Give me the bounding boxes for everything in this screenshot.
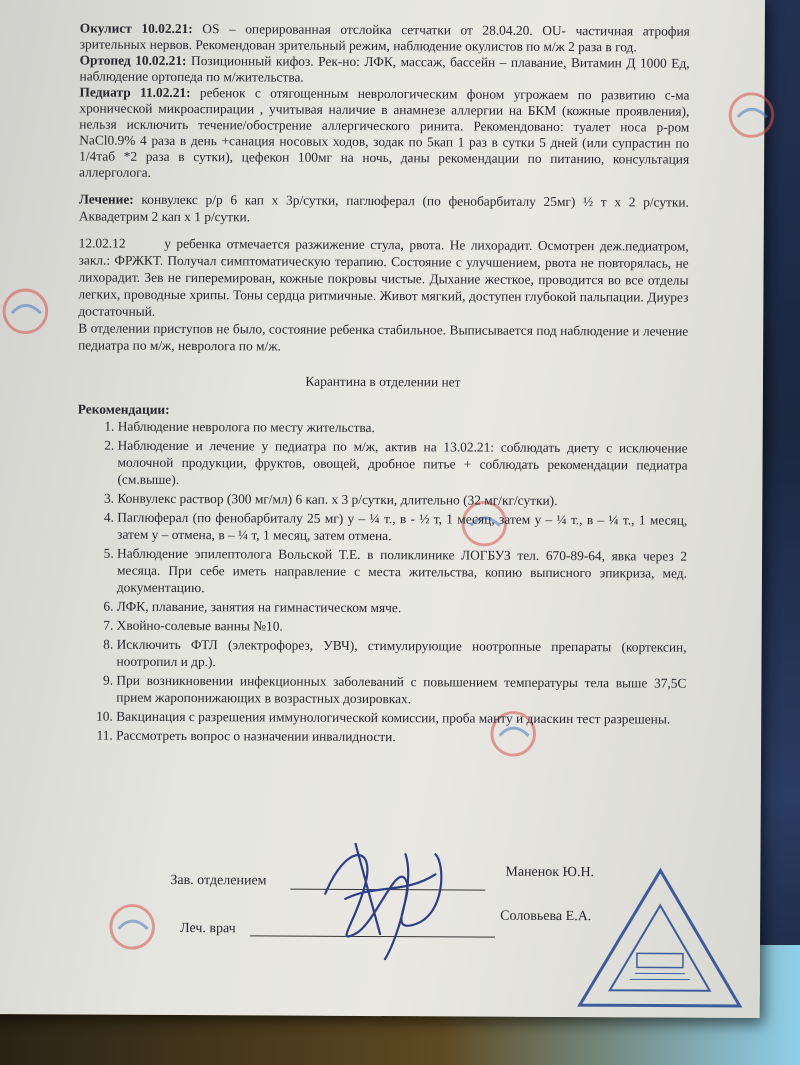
quarantine-note: Карантина в отделении нет — [305, 373, 461, 390]
attending-doctor-name: Соловьева Е.А. — [500, 908, 592, 925]
recommendations-title: Рекомендации: — [77, 401, 170, 417]
list-item: 11. Рассмотреть вопрос о назначении инвалидности. — [116, 727, 686, 747]
watermark-logo-icon — [724, 88, 782, 146]
triangular-stamp — [575, 865, 746, 1011]
list-item: 8. Исключить ФТЛ (электрофорез, УВЧ), стимулирующие ноотропные препараты (кортексин, ноотропил и др.). — [116, 636, 686, 673]
list-item: 6. ЛФК, плавание, занятия на гимнастическом мяче. — [117, 598, 687, 618]
list-item: 5. Наблюдение эпилептолога Вольской Т.Е. в поликлинике ЛОГБУЗ тел. 670-89-64, явка через 2 месяца. При себе иметь направление с места жительства, копию выписного эпикриза, мед. документацию. — [117, 545, 687, 599]
treatment-paragraph: Лечение: конвулекс р/р 6 кап х 3р/сутки, паглюферал (по фенобарбиталу 25мг) ½ т х 2 р/сутки. Аквадетрим 2 кап х 1 р/сутки. — [78, 191, 689, 225]
list-item: 3. Конвулекс раствор (300 мг/мл) 6 кап. х 3 р/сутки, длительно (32 мг/кг/сутки). — [117, 490, 687, 510]
watermark-logo-icon — [105, 900, 163, 958]
discharge-paragraph: В отделении приступов не было, состояние ребенка стабильное. Выписывается под наблюдение и лечение педиатра по м/ж, невролога по м/ж. — [78, 320, 689, 354]
list-item: 7. Хвойно-солевые ванны №10. — [117, 617, 687, 637]
list-item: 2. Наблюдение и лечение у педиатра по м/ж, актив на 13.02.21: соблюдать диету с исключение молочной продукции, фруктов, овощей, дробное питье + соблюдать рекомендации педиатра (см.выше). — [117, 437, 687, 491]
consultations-section — [79, 20, 690, 183]
consultation-oculist: Окулист 10.02.21: OS – оперированная отслойка сетчатки от 28.04.20. OU- частичная атрофия зрительных нервов. Рекомендован зрительный режим, наблюдение окулистов по м/ж 2 раза в год. — [79, 20, 690, 55]
list-item: 4. Паглюферал (по фенобарбиталу 25 мг) у – ¼ т., в - ½ т, 1 месяц, затем у – ¼ т., в – ¼ т., 1 месяц, затем у – отмена, в – ¼ т, 1 месяц, затем отмена. — [117, 509, 687, 546]
consultation-orthopedist: Ортопед 10.02.21: Позиционный кифоз. Рек-но: ЛФК, массаж, бассейн – плавание, Витамин Д 1000 Ед, наблюдение ортопеда по м/жительства. — [79, 52, 690, 85]
head-of-department-label: Зав. отделением — [170, 872, 267, 889]
recommendations-list — [76, 417, 688, 746]
document-text — [76, 20, 690, 748]
list-item: 1. Наблюдение невролога по месту жительства. — [118, 418, 688, 438]
consultation-pediatrician: Педиатр 11.02.21: ребенок с отягощенным неврологическим фоном угрожаем по развитию с-ма хронической микроаспирации , учитывая наличие в анамнезе аллергии на БКМ (кожные проявления), нельзя исключить течение/обострение аллергического ринита. Рекомендовано: туалет носа р-ром NaCl0.9% 4 раза в день +санация носовых ходов, зодак по 5кап 1 раз в сутки 5 дней (или супрастин по 1/4таб *2 раза в сутки), цефекон 100мг на ночь, даны рекомендации по питанию, консультация аллерголога. — [79, 84, 690, 180]
list-item: 10. Вакцинация с разрешения иммунологической комиссии, проба манту и диаскин тест разрешены. — [116, 708, 686, 728]
handwritten-signature — [285, 824, 486, 965]
list-item: 9. При возникновении инфекционных заболеваний с повышением температуры тела выше 37,5С прием жаропонижающих в возрастных дозировках. — [116, 672, 686, 709]
clinical-note: 12.02.12 у ребенка отмечается разжижение стула, рвота. Не лихорадит. Осмотрен деж.педиатром, закл.: ФРЖКТ. Получал симптоматическую терапию. Состояние с улучшением, рвота не повторялась, не лихорадит. Зев не гиперемирован, кожные покровы чистые. Дыхание жесткое, проводится во все отделы легких, проводные хрипы. Тоны сердца ритмичные. Живот мягкий, доступен глубокой пальпации. Диурез достаточный. — [78, 235, 689, 319]
attending-doctor-label: Леч. врач — [180, 921, 236, 937]
head-of-department-name: Маненок Ю.Н. — [505, 864, 595, 881]
watermark-logo-icon — [0, 284, 56, 342]
